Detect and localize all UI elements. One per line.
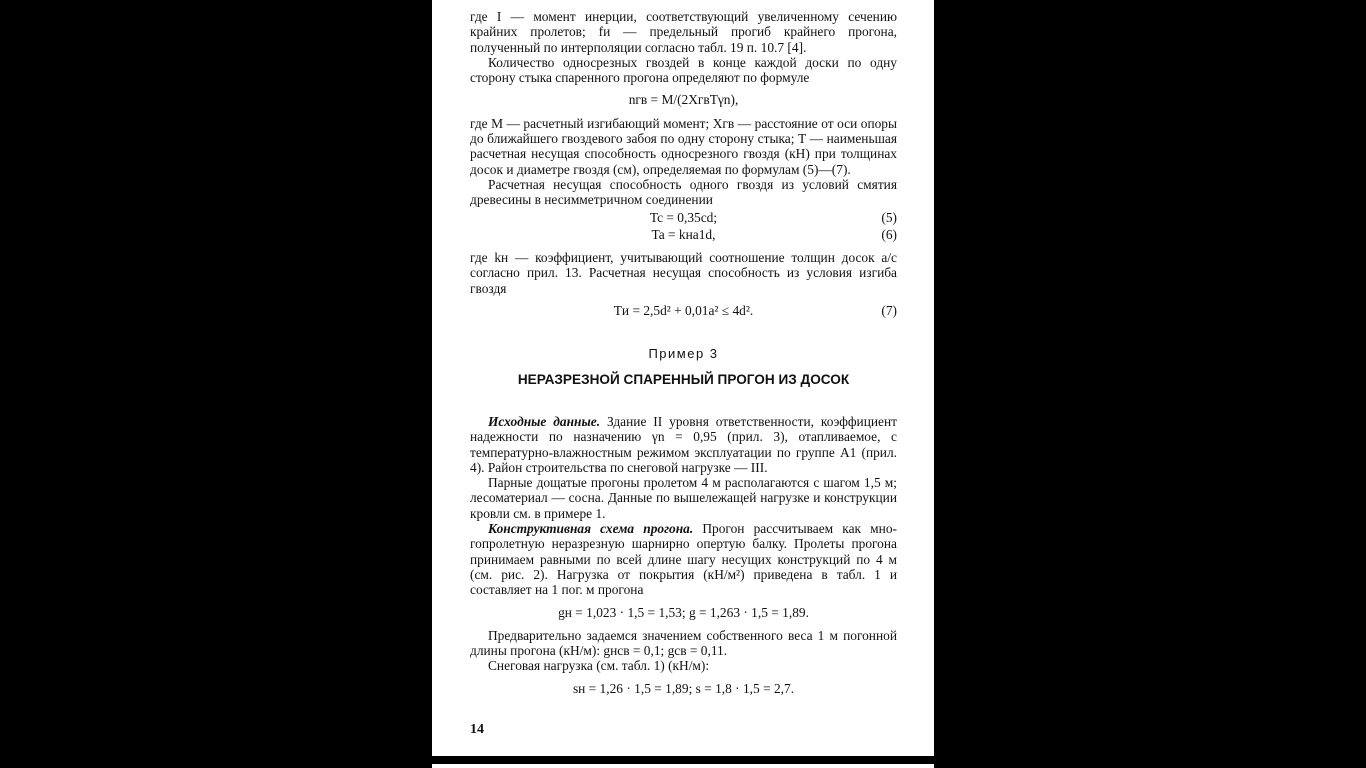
formula-text: gн = 1,023 · 1,5 = 1,53; g = 1,263 · 1,5 = 1,89. [558, 604, 809, 620]
lead-initial-data: Исходные данные. [488, 413, 601, 429]
document-page [432, 0, 934, 756]
formula-text: sн = 1,26 · 1,5 = 1,89; s = 1,8 · 1,5 = 2,7. [572, 680, 795, 696]
section-title: НЕРАЗРЕЗНОЙ СПАРЕННЫЙ ПРОГОН ИЗ ДОСОК [517, 371, 850, 387]
formula-snow [470, 681, 897, 696]
formula-load [470, 605, 897, 620]
paragraph-text: Прогон рассчитываем как многопролетную неразрезную шарнирно опертую балку. Пролеты прогона принимаем равными по всей длине шагу несущих конструкций по 4 м (см. рис. 2). Нагрузка от покрытия (кН/м²) приведена в табл. 1 и составляет на 1 пог. м прогона [470, 521, 897, 598]
paragraph-coefficient: где kн — коэффициент, учитывающий соотношение толщин досок a/c согласно прил. 13. Расчетная несущая способность из условия изгиба гвоздя [470, 250, 897, 296]
paragraph-bearing-capacity: Расчетная несущая способность одного гвоздя из условий смятия древесины в несимметричном соединении [470, 176, 897, 208]
paragraph-snow-load: Снеговая нагрузка (см. табл. 1) (кН/м): [488, 658, 710, 674]
next-page-edge [432, 764, 934, 768]
lead-structural-scheme: Конструктивная схема прогона. [488, 521, 694, 537]
formula-text: nгв = M/(2XгвTγn), [628, 92, 739, 108]
paragraph-structural-scheme [470, 521, 897, 597]
equation-number: (6) [881, 226, 897, 242]
paragraph-self-weight: Предварительно задаемся значением собственного веса 1 м погонной длины прогона (кН/м): gнсв = 0,1; gсв = 0,11. [470, 627, 897, 659]
formula-text: Ta = kнa1d, [651, 226, 716, 242]
formula-5 [470, 210, 897, 225]
paragraph-variables: где M — расчетный изгибающий момент; Xгв — расстояние от оси опоры до ближайшего гвоздевого забоя по одну сторону стыка; T — наименьшая расчетная несущая способность односрезного гвоздя (кН) при толщинах досок и диаметре гвоздя (см), определяемая по формулам (5)—(7). [470, 115, 897, 177]
paragraph-moment-of-inertia: где I — момент инерции, соответствующий увеличенному сечению крайних пролетов; fи — предельный прогиб крайнего прогона, полученный по интерполяции согласно табл. 19 п. 10.7 [4]. [470, 9, 897, 55]
formula-text: Tc = 0,35cd; [649, 209, 718, 225]
formula-nail-count [470, 92, 897, 107]
page-content [470, 9, 897, 704]
equation-number: (5) [881, 209, 897, 225]
formula-7 [470, 303, 897, 318]
formula-text: Tи = 2,5d² + 0,01a² ≤ 4d². [613, 303, 754, 319]
formula-6 [470, 227, 897, 242]
equation-number: (7) [881, 303, 897, 319]
paragraph-purlins: Парные дощатые прогоны пролетом 4 м располагаются с шагом 1,5 м; лесоматериал — сосна. Данные по вышележащей нагрузке и конструкции кровли см. в примере 1. [470, 475, 897, 521]
example-label: Пример 3 [648, 346, 719, 362]
paragraph-text: Здание II уровня ответственности, коэффициент надежности по назначению γn = 0,95 (прил. 3), отапливаемое, с температурно-влажностным режимом эксплуатации по группе А1 (прил. 4). Район строительства по снеговой нагрузке — III. [470, 413, 897, 475]
paragraph-initial-data [470, 414, 897, 475]
paragraph-nail-count: Количество односрезных гвоздей в конце каждой доски по одну сторону стыка спаренного прогона определяют по формуле [470, 54, 897, 86]
page-number: 14 [470, 722, 484, 737]
